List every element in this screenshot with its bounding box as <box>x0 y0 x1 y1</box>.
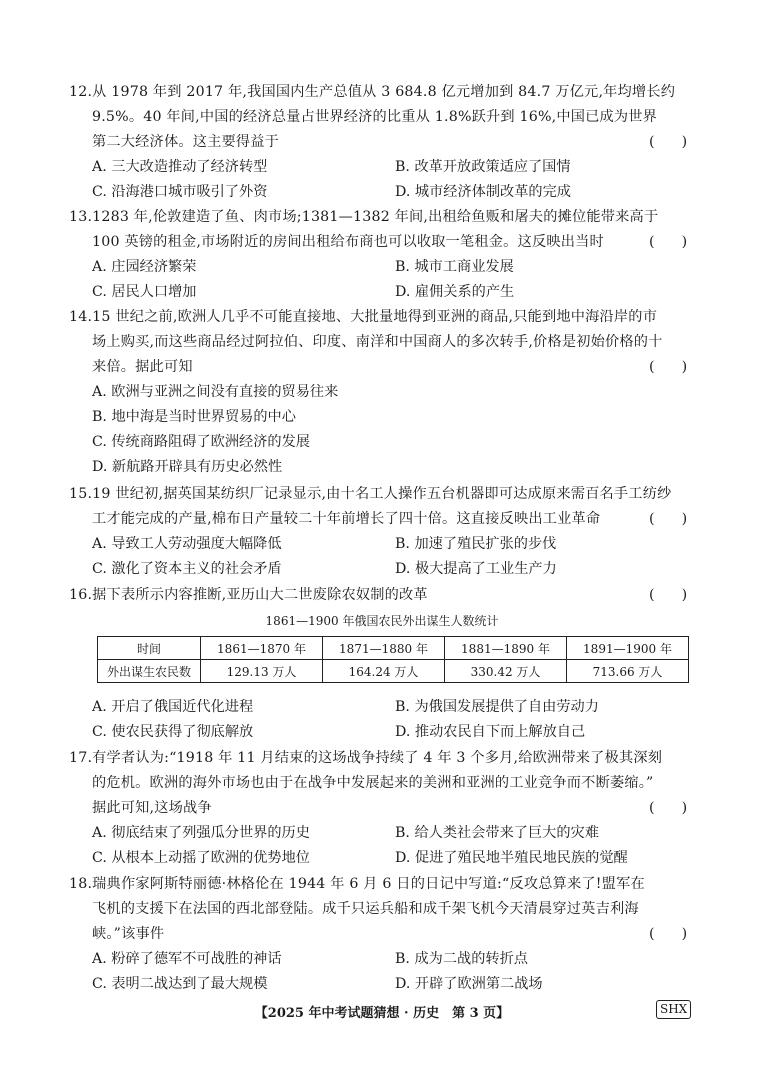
q15-line-2: 工才能完成的产量,棉布日产量较二十年前增长了四十倍。这直接反映出工业革命 <box>92 511 601 527</box>
q16-option-a: A. 开启了俄国近代化进程 <box>92 699 254 715</box>
q15-option-b: B. 加速了殖民扩张的步伐 <box>395 536 557 552</box>
q14-line-2: 场上购买,而这些商品经过阿拉伯、印度、南洋和中国商人的多次转手,价格是初始价格的十 <box>92 334 663 350</box>
table-header-cell: 1871—1880 年 <box>323 637 445 660</box>
q16-line-1: 16.据下表所示内容推断,亚历山大二世废除农奴制的改革 <box>69 587 428 603</box>
q12-option-d: D. 城市经济体制改革的完成 <box>395 184 571 200</box>
q14-option-d: D. 新航路开辟具有历史必然性 <box>92 459 283 475</box>
table-header-cell: 1881—1890 年 <box>445 637 567 660</box>
page-footer: 【2025 年中考试题猜想 · 历史 第 3 页】 <box>254 1006 510 1021</box>
q17-option-a: A. 彻底结束了列强瓜分世界的历史 <box>92 825 310 841</box>
q18-option-c: C. 表明二战达到了最大规模 <box>92 976 268 992</box>
q14-line-3: 来倍。据此可知 <box>92 359 193 375</box>
q15-option-a: A. 导致工人劳动强度大幅降低 <box>92 536 282 552</box>
q13-answer-paren: ( ) <box>649 234 688 250</box>
q16-option-b: B. 为俄国发展提供了自由劳动力 <box>395 699 599 715</box>
q15-option-c: C. 激化了资本主义的社会矛盾 <box>92 561 282 577</box>
q13-option-b: B. 城市工商业发展 <box>395 259 514 275</box>
table-header-cell: 1891—1900 年 <box>567 637 689 660</box>
table-header-cell: 1861—1870 年 <box>201 637 323 660</box>
q13-line-2: 100 英镑的租金,市场附近的房间出租给布商也可以收取一笔租金。这反映出当时 <box>92 234 604 250</box>
table-caption: 1861—1900 年俄国农民外出谋生人数统计 <box>265 614 499 628</box>
q17-answer-paren: ( ) <box>649 800 688 816</box>
q17-option-c: C. 从根本上动摇了欧洲的优势地位 <box>92 850 310 866</box>
q12-line-3: 第二大经济体。这主要得益于 <box>92 134 280 150</box>
q17-option-d: D. 促进了殖民地半殖民地民族的觉醒 <box>395 850 628 866</box>
q12-answer-paren: ( ) <box>649 134 688 150</box>
q12-option-c: C. 沿海港口城市吸引了外资 <box>92 184 268 200</box>
table-cell: 330.42 万人 <box>445 660 567 683</box>
table-cell: 129.13 万人 <box>201 660 323 683</box>
q14-option-b: B. 地中海是当时世界贸易的中心 <box>92 409 296 425</box>
q17-option-b: B. 给人类社会带来了巨大的灾难 <box>395 825 599 841</box>
q15-answer-paren: ( ) <box>649 511 688 527</box>
table-header-cell: 时间 <box>98 637 201 660</box>
province-code-badge: SHX <box>656 1000 691 1019</box>
q18-option-d: D. 开辟了欧洲第二战场 <box>395 976 543 992</box>
table-row <box>98 660 689 683</box>
q16-answer-paren: ( ) <box>649 587 688 603</box>
peasant-statistics-table <box>97 636 689 683</box>
q12-option-a: A. 三大改造推动了经济转型 <box>92 159 268 175</box>
q12-line-1: 12.从 1978 年到 2017 年,我国国内生产总值从 3 684.8 亿元增加到 84.7 万亿元,年均增长约 <box>69 84 676 100</box>
q13-option-d: D. 雇佣关系的产生 <box>395 284 515 300</box>
table-cell: 164.24 万人 <box>323 660 445 683</box>
q17-line-2: 的危机。欧洲的海外市场也由于在战争中发展起来的美洲和亚洲的工业竞争而不断萎缩。” <box>92 775 654 791</box>
q16-option-c: C. 使农民获得了彻底解放 <box>92 724 254 740</box>
q18-line-1: 18.瑞典作家阿斯特丽德·林格伦在 1944 年 6 月 6 日的日记中写道:“反攻总算来了!盟军在 <box>69 876 645 892</box>
q14-line-1: 14.15 世纪之前,欧洲人几乎不可能直接地、大批量地得到亚洲的商品,只能到地中海沿岸的市 <box>69 309 658 325</box>
table-header-row <box>98 637 689 660</box>
q13-option-c: C. 居民人口增加 <box>92 284 197 300</box>
q14-option-c: C. 传统商路阻碍了欧洲经济的发展 <box>92 434 310 450</box>
q16-option-d: D. 推动农民自下而上解放自己 <box>395 724 586 740</box>
q15-line-1: 15.19 世纪初,据英国某纺织厂记录显示,由十名工人操作五台机器即可达成原来需百名手工纺纱 <box>69 486 672 502</box>
q13-line-1: 13.1283 年,伦敦建造了鱼、肉市场;1381—1382 年间,出租给鱼贩和屠夫的摊位能带来高于 <box>69 209 659 225</box>
q18-line-2: 飞机的支援下在法国的西北部登陆。成千只运兵船和成千架飞机今天清晨穿过英吉利海 <box>92 901 639 917</box>
q14-answer-paren: ( ) <box>649 359 688 375</box>
table-cell: 外出谋生农民数 <box>98 660 201 683</box>
q18-answer-paren: ( ) <box>649 926 688 942</box>
q18-option-a: A. 粉碎了德军不可战胜的神话 <box>92 951 282 967</box>
q12-option-b: B. 改革开放政策适应了国情 <box>395 159 571 175</box>
q18-line-3: 峡。”该事件 <box>92 926 165 942</box>
table-cell: 713.66 万人 <box>567 660 689 683</box>
q15-option-d: D. 极大提高了工业生产力 <box>395 561 557 577</box>
q12-line-2: 9.5%。40 年间,中国的经济总量占世界经济的比重从 1.8%跃升到 16%,中国已成为世界 <box>92 109 658 125</box>
q14-option-a: A. 欧洲与亚洲之间没有直接的贸易往来 <box>92 384 339 400</box>
q17-line-1: 17.有学者认为:“1918 年 11 月结束的这场战争持续了 4 年 3 个多月,给欧洲带来了极其深刻 <box>69 750 663 766</box>
q18-option-b: B. 成为二战的转折点 <box>395 951 528 967</box>
q13-option-a: A. 庄园经济繁荣 <box>92 259 197 275</box>
q17-line-3: 据此可知,这场战争 <box>92 800 212 816</box>
